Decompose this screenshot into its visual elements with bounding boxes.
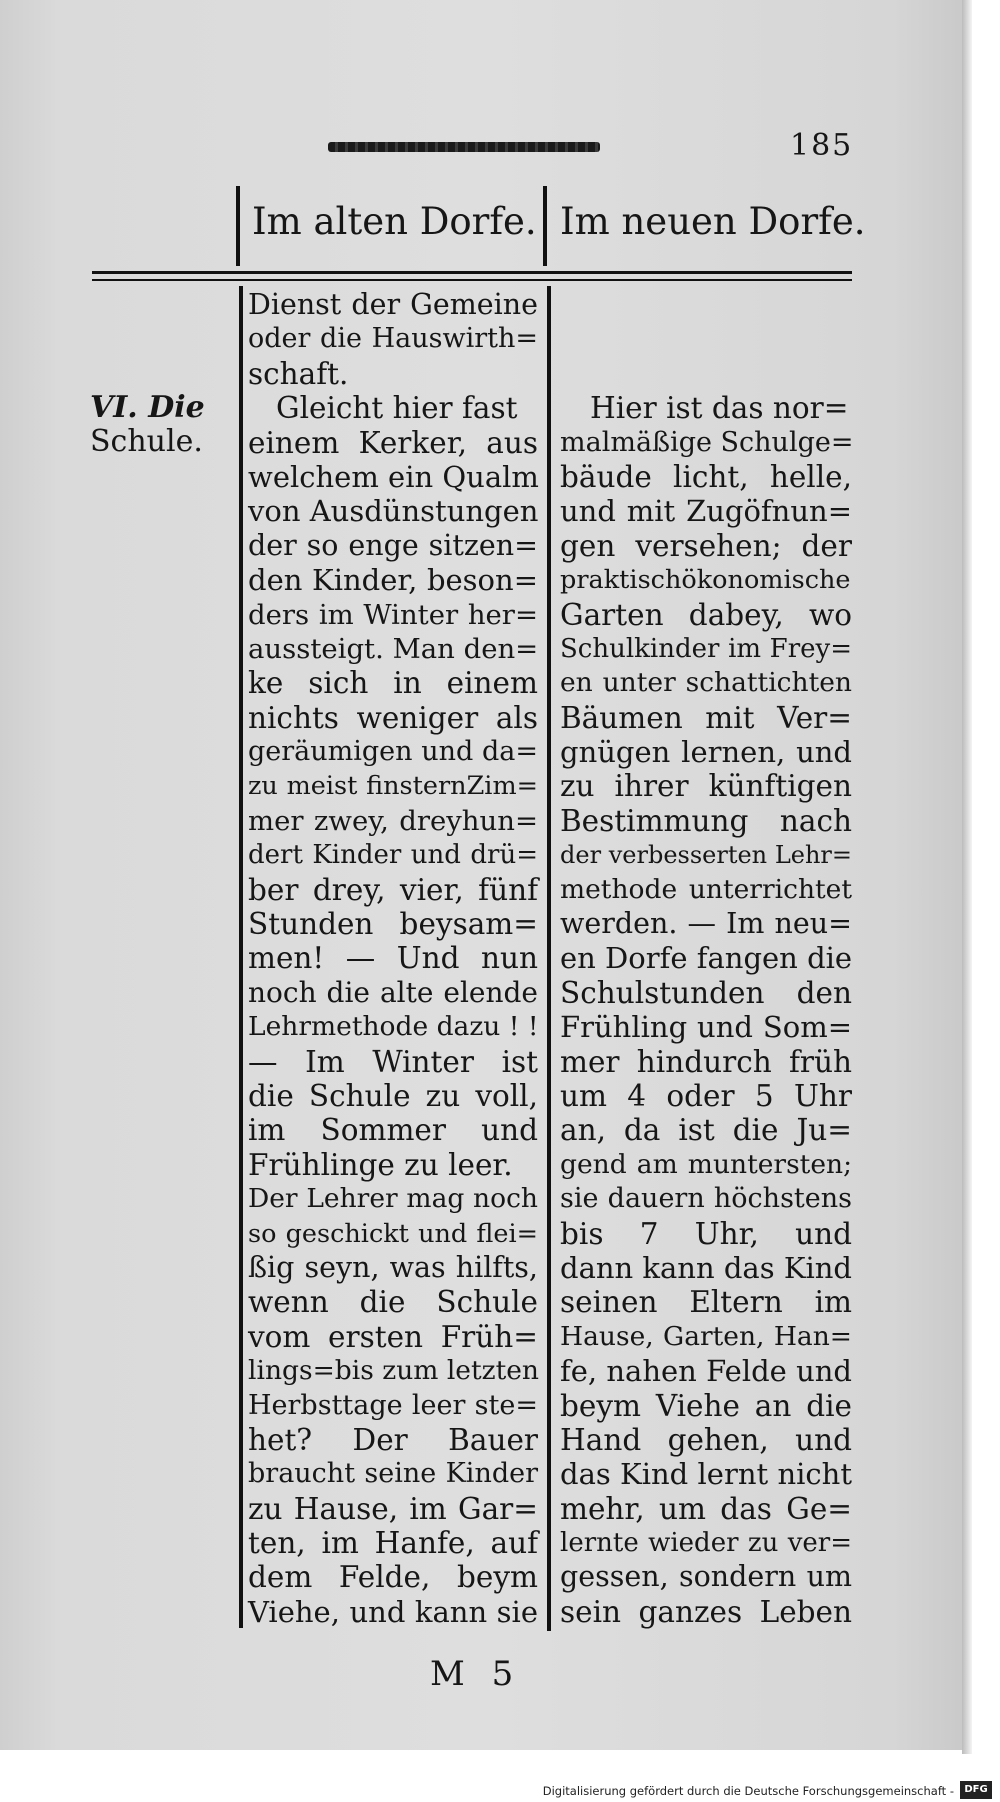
text-line: Bäumen mit Ver=	[560, 700, 852, 735]
text-line: Herbsttage leer ste=	[248, 1389, 538, 1421]
text-line: men! — Und nun	[248, 941, 538, 976]
margin-section-label	[90, 391, 205, 460]
text-line: um 4 oder 5 Uhr	[560, 1078, 852, 1113]
header-double-rule-bottom	[92, 279, 852, 281]
column-rule-left	[239, 286, 243, 1628]
text-line: Bestimmung nach	[560, 803, 852, 838]
text-line: het? Der Bauer	[248, 1422, 538, 1457]
header-double-rule-top	[92, 271, 852, 274]
text-line: ber drey, vier, fünf	[248, 872, 538, 907]
page-number: 185	[790, 128, 854, 163]
text-line: dert Kinder und drü=	[248, 840, 538, 871]
text-line: mehr, um das Ge=	[560, 1491, 852, 1526]
text-line: Frühling und Som=	[560, 1010, 852, 1045]
text-line: malmäßige Schulge=	[560, 426, 854, 458]
text-line: en Dorfe fangen die	[560, 941, 853, 976]
text-line: zu meist finsternZim=	[248, 771, 538, 802]
text-line: der so enge sitzen=	[248, 528, 538, 562]
text-line: zu Hause, im Gar=	[248, 1491, 538, 1526]
text-line: von Ausdünstungen	[248, 494, 539, 529]
column-divider-middle-top	[543, 186, 547, 266]
text-line: der verbesserten Lehr=	[560, 841, 852, 870]
text-line: sein ganzes Leben	[560, 1594, 852, 1629]
text-line: lings=bis zum letzten	[248, 1355, 539, 1387]
text-line: einem Kerker, aus	[248, 425, 538, 460]
margin-label-line: Schule.	[90, 424, 203, 460]
text-line: welchem ein Qualm	[248, 459, 539, 494]
digitization-footer	[0, 1754, 1000, 1802]
text-line: ke sich in einem	[248, 666, 538, 701]
header-ornament-rule	[328, 142, 600, 152]
text-line: vom ersten Früh=	[248, 1319, 538, 1354]
text-line: Lehrmethode dazu ! !	[248, 1011, 539, 1043]
text-line: und mit Zugöfnun=	[560, 494, 852, 529]
text-line: Der Lehrer mag noch	[248, 1183, 538, 1215]
column-heading-old-village: Im alten Dorfe.	[252, 200, 537, 243]
column-divider-left-outer	[236, 186, 240, 266]
text-line: braucht seine Kinder	[248, 1458, 538, 1490]
margin-label-line: VI. Die	[90, 390, 205, 425]
text-line: an, da ist die Ju=	[560, 1113, 852, 1148]
text-line: zu ihrer künftigen	[560, 769, 852, 804]
text-line: methode unterrichtet	[560, 873, 852, 905]
text-line: geräumigen und da=	[248, 736, 538, 768]
text-line: Schulkinder im Frey=	[560, 633, 852, 664]
text-line: gend am muntersten;	[560, 1148, 852, 1180]
text-line: praktischökonomische	[560, 565, 851, 596]
new-village-text-column	[560, 288, 852, 1629]
text-line: Hause, Garten, Han=	[560, 1320, 852, 1352]
text-line: Dienst der Gemeine	[248, 288, 538, 321]
text-line: nichts weniger als	[248, 700, 538, 735]
text-line: — Im Winter ist	[248, 1044, 538, 1079]
text-line: Schulstunden den	[560, 975, 852, 1010]
text-line: en unter schattichten	[560, 667, 852, 699]
text-line: aussteigt. Man den=	[248, 632, 539, 665]
text-line: ten, im Hanfe, auf	[248, 1526, 538, 1561]
text-line: die Schule zu voll,	[248, 1078, 538, 1113]
printer-signature: M 5	[430, 1654, 522, 1694]
text-line	[560, 357, 852, 391]
text-line: ßig seyn, was hilfts,	[248, 1250, 538, 1284]
text-line: bäude licht, helle,	[560, 459, 852, 494]
text-line: im Sommer und	[248, 1113, 538, 1148]
text-line: sie dauern höchstens	[560, 1183, 852, 1215]
text-line: mer hindurch früh	[560, 1044, 852, 1079]
text-line: dem Felde, beym	[248, 1560, 538, 1595]
text-line: noch die alte elende	[248, 975, 538, 1009]
text-line: werden. — Im neu=	[560, 907, 852, 941]
funding-notice: Digitalisierung gefördert durch die Deutsche Forschungsgemeinschaft -	[542, 1784, 954, 1798]
old-village-text-column	[248, 288, 538, 1629]
text-line: oder die Hauswirth=	[248, 323, 538, 355]
text-line: Hand gehen, und	[560, 1422, 852, 1457]
column-heading-new-village: Im neuen Dorfe.	[560, 200, 866, 243]
text-line	[560, 322, 852, 356]
text-line: Viehe, und kann sie	[248, 1594, 538, 1629]
text-line: dann kann das Kind	[560, 1250, 852, 1285]
text-line: mer zwey, dreyhun=	[248, 804, 538, 837]
text-line: fe, nahen Felde und	[560, 1354, 852, 1389]
text-line: gen versehen; der	[560, 528, 852, 563]
text-line: gnügen lernen, und	[560, 735, 852, 770]
dfg-logo-icon: DFG	[960, 1781, 992, 1799]
text-line: beym Viehe an die	[560, 1388, 852, 1423]
text-line: den Kinder, beson=	[248, 563, 538, 598]
column-rule-middle	[547, 286, 551, 1631]
text-line: Gleicht hier fast	[276, 391, 518, 426]
text-line: ders im Winter her=	[248, 598, 538, 631]
text-line: wenn die Schule	[248, 1285, 538, 1320]
text-line: Frühlinge zu leer.	[248, 1147, 513, 1182]
text-line: schaft.	[248, 356, 349, 391]
text-line	[560, 288, 852, 322]
text-line: Hier ist das nor=	[590, 391, 849, 426]
text-line: das Kind lernt nicht	[560, 1457, 852, 1492]
text-line: Stunden beysam=	[248, 907, 538, 942]
page-edge	[962, 0, 972, 1760]
text-line: gessen, sondern um	[560, 1560, 852, 1594]
text-line: lernte wieder zu ver=	[560, 1528, 852, 1559]
text-line: so geschickt und flei=	[248, 1218, 538, 1249]
text-line: Garten dabey, wo	[560, 597, 852, 632]
text-line: seinen Eltern im	[560, 1285, 852, 1320]
text-line: bis 7 Uhr, und	[560, 1216, 852, 1251]
